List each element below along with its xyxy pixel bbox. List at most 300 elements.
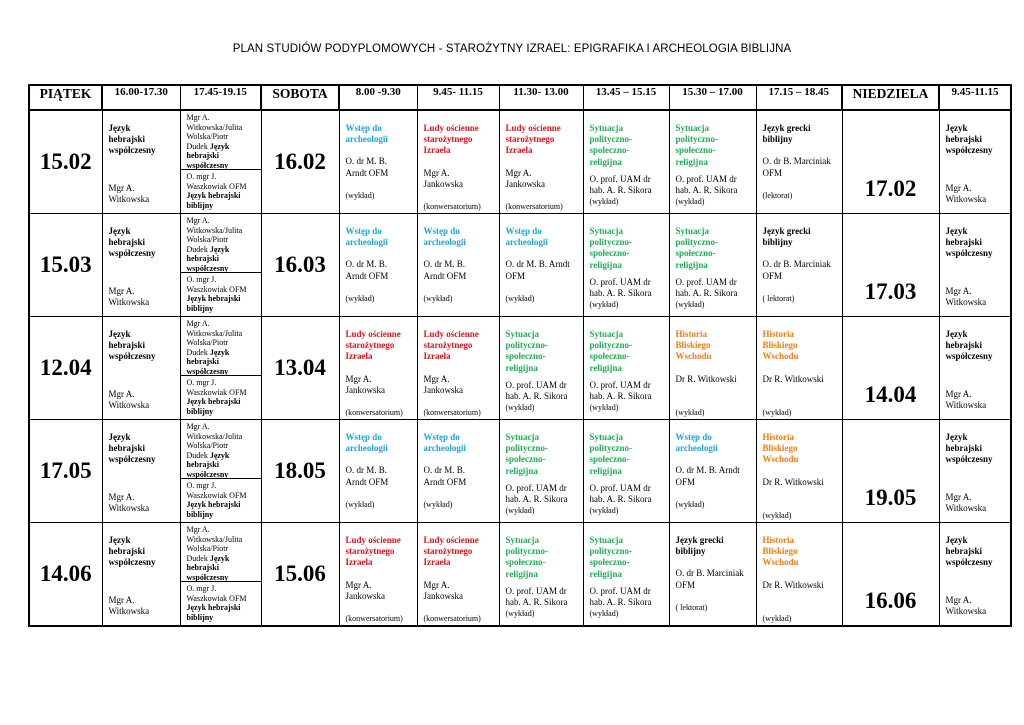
saturday-date: 13.04 [261,317,339,420]
subject-line: Izraela [423,351,451,362]
subject-line: Sytuacja [505,329,539,339]
split-top [181,317,261,376]
class-cell [417,214,499,317]
subject-line: Język [945,226,968,236]
class-cell [417,317,499,420]
split-cell [180,317,261,420]
class-cell [669,420,756,523]
split-line: Wolska/Piotr [186,132,229,142]
teacher-line: Mgr A. [423,373,450,384]
header-saturday: SOBOTA [261,85,339,110]
subject-line: religijna [505,465,538,476]
split-cell [180,110,261,214]
teacher-line: O. dr B. Marciniak [762,156,831,167]
subject-line: religijna [675,259,708,270]
hebrew-cell [939,420,1011,523]
subject-line: Historia [675,329,707,339]
saturday-date: 15.06 [261,523,339,627]
teacher-line: Mgr A. [108,182,135,193]
class-cell [339,523,417,627]
subject-line: Sytuacja [675,226,709,236]
teacher-line: O. dr M. B. [345,156,388,167]
class-cell [756,110,842,214]
class-type: ( lektorat) [762,293,795,303]
subject-line: Język grecki [675,535,724,545]
split-line: Wolska/Piotr [186,338,229,348]
class-cell [499,214,583,317]
split-line: Witkowska/Julita [186,431,243,441]
subject-line: Wstęp do [675,432,712,442]
teacher-line: Jankowska [505,178,545,189]
split-line: O. mgr J. [186,378,217,387]
subject-line: współczesny [108,454,156,465]
teacher-line: Mgr A. [345,579,372,590]
split-line: O. mgr J. [186,275,217,284]
split-bottom [181,582,261,622]
subject-line: Wschodu [762,351,799,362]
split-line: Język [209,244,230,254]
teacher-line: O. prof. UAM dr [505,482,567,493]
subject-line: Sytuacja [505,432,539,442]
subject-line: Język [108,535,131,545]
split-line: Wolska/Piotr [186,544,229,554]
subject-line: Wstęp do [423,226,460,236]
split-line: Język hebrajski [186,191,241,201]
split-line: Waszkowiak OFM [186,181,247,191]
subject-line: społeczno- [675,145,716,156]
class-cell [756,214,842,317]
subject-line: Język [108,123,131,133]
teacher-line: Witkowska [945,502,987,513]
teacher-line: O. prof. UAM dr [505,585,567,596]
subject-line: Ludy ościenne [423,535,479,545]
class-type: (wykład) [345,499,375,509]
subject-line: hebrajski [108,134,146,145]
split-line: Dudek [186,553,210,563]
subject-line: współczesny [945,454,993,465]
subject-line: Język grecki [762,226,811,236]
subject-line: hebrajski [945,237,983,248]
subject-line: polityczno- [589,237,632,248]
subject-line: społeczno- [505,557,546,568]
subject-line: Ludy ościenne [505,123,561,133]
split-line: Wolska/Piotr [186,441,229,451]
hebrew-cell [102,110,180,214]
teacher-line: Mgr A. [945,182,972,193]
header-row [29,85,1011,110]
subject-line: Język [945,329,968,339]
teacher-line: hab. A. R. Sikora [675,185,738,196]
header-time: 13.45 – 15.15 [583,85,669,110]
subject-line: starożytnego [423,134,473,145]
subject-line: Wstęp do [345,226,382,236]
class-cell [756,420,842,523]
table-row [29,110,1011,214]
sunday-date-text: 16.06 [864,588,917,613]
teacher-line: OFM [675,476,696,487]
header-time: 9.45-11.15 [939,85,1011,110]
teacher-line: Mgr A. [423,167,450,178]
teacher-line: O. dr M. B. Arndt [675,465,740,476]
split-bottom [181,170,261,210]
class-cell [583,214,669,317]
subject-line: hebrajski [108,443,146,454]
class-type: (wykład) [505,293,535,303]
class-cell [669,317,756,420]
saturday-date: 16.03 [261,214,339,317]
class-type: (konwersatorium) [423,614,481,624]
teacher-line: O. prof. UAM dr [589,173,651,184]
teacher-line: O. dr M. B. [345,465,388,476]
class-cell [499,110,583,214]
class-type: (wykład) [589,506,619,516]
split-line: Witkowska/Julita [186,328,243,338]
sunday-date [842,214,939,317]
split-line: współczesny [186,572,229,582]
class-type: (wykład) [762,407,792,417]
subject-line: Język [108,432,131,442]
class-cell [499,420,583,523]
split-line: Dudek [186,450,210,460]
teacher-line: Witkowska [108,399,150,410]
subject-line: Wschodu [762,557,799,568]
split-line: Dudek [186,244,210,254]
split-line: współczesny [186,469,229,479]
subject-line: Sytuacja [589,432,623,442]
teacher-line: Arndt OFM [345,167,389,178]
teacher-line: Mgr A. [108,594,135,605]
subject-line: hebrajski [108,546,146,557]
subject-line: starożytnego [345,340,395,351]
teacher-line: hab. A. R. Sikora [589,288,652,299]
class-type: (wykład) [675,499,705,509]
subject-line: Sytuacja [589,535,623,545]
subject-line: Sytuacja [589,329,623,339]
teacher-line: Jankowska [423,590,463,601]
subject-line: biblijny [762,237,793,248]
split-top [181,214,261,273]
class-cell [756,523,842,627]
subject-line: społeczno- [589,145,630,156]
split-line: Język hebrajski [186,294,241,304]
subject-line: hebrajski [945,134,983,145]
teacher-line: Witkowska [108,193,150,204]
subject-line: religijna [589,259,622,270]
subject-line: Sytuacja [589,226,623,236]
subject-line: starożytnego [423,546,473,557]
teacher-line: Jankowska [423,384,463,395]
subject-line: współczesny [945,248,993,259]
teacher-line: Mgr A. [945,388,972,399]
split-cell [180,420,261,523]
subject-line: współczesny [108,351,156,362]
subject-line: współczesny [108,557,156,568]
class-cell [499,523,583,627]
class-type: (wykład) [589,300,619,310]
table-row [29,523,1011,627]
sunday-date-text: 17.03 [864,279,917,304]
split-line: Waszkowiak OFM [186,284,247,294]
class-type: (konwersatorium) [423,202,481,212]
split-line: biblijny [186,612,214,622]
teacher-line: O. dr M. B. [423,259,466,270]
class-cell [583,523,669,627]
friday-date: 17.05 [29,420,102,523]
subject-line: Język [945,432,968,442]
split-line: Dudek [186,347,210,357]
subject-line: Historia [762,535,794,545]
split-cell [180,214,261,317]
teacher-line: Witkowska [945,296,987,307]
class-type: (wykład) [423,499,453,509]
teacher-line: O. prof. UAM dr [589,585,651,596]
class-cell [499,317,583,420]
class-type: (wykład) [505,403,535,413]
split-line: Witkowska/Julita [186,225,243,235]
subject-line: Sytuacja [505,535,539,545]
hebrew-cell [102,420,180,523]
class-type: ( lektorat) [675,602,708,612]
split-top [181,420,261,479]
class-cell [339,317,417,420]
teacher-line: Witkowska [945,605,987,616]
subject-line: hebrajski [108,340,146,351]
class-type: (konwersatorium) [423,408,481,418]
subject-line: archeologii [345,237,388,248]
hebrew-cell [102,214,180,317]
subject-line: hebrajski [945,340,983,351]
subject-line: Izraela [345,557,373,568]
teacher-line: Mgr A. [108,388,135,399]
class-cell [339,110,417,214]
subject-line: Bliskiego [762,443,798,454]
split-line: biblijny [186,303,214,313]
split-line: Język hebrajski [186,500,241,510]
header-friday: PIĄTEK [29,85,102,110]
split-line: Witkowska/Julita [186,534,243,544]
class-type: (wykład) [675,197,705,207]
header-time: 16.00-17.30 [102,85,180,110]
subject-line: polityczno- [589,443,632,454]
teacher-line: Witkowska [108,502,150,513]
subject-line: społeczno- [505,454,546,465]
sunday-date-text: 14.04 [864,382,917,407]
subject-line: Wstęp do [345,123,382,133]
subject-line: hebrajski [108,237,146,248]
subject-line: Historia [762,432,794,442]
split-bottom [181,273,261,313]
split-line: współczesny [186,366,229,376]
subject-line: archeologii [423,237,466,248]
teacher-line: O. prof. UAM dr [589,482,651,493]
teacher-line: O. prof. UAM dr [589,276,651,287]
split-cell [180,523,261,627]
subject-line: starożytnego [345,546,395,557]
subject-line: Bliskiego [762,340,798,351]
subject-line: Wstęp do [505,226,542,236]
subject-line: polityczno- [589,134,632,145]
split-line: Witkowska/Julita [186,122,243,132]
subject-line: polityczno- [675,237,718,248]
teacher-line: OFM [762,167,783,178]
class-type: (wykład) [675,300,705,310]
subject-line: polityczno- [589,546,632,557]
split-line: Waszkowiak OFM [186,490,247,500]
subject-line: Sytuacja [589,123,623,133]
header-sunday: NIEDZIELA [842,85,939,110]
teacher-line: Arndt OFM [423,270,467,281]
split-line: Mgr A. [186,216,210,225]
subject-line: społeczno- [505,351,546,362]
teacher-line: Dr R. Witkowski [762,579,824,590]
friday-date: 15.02 [29,110,102,214]
subject-line: biblijny [762,134,793,145]
subject-line: Izraela [505,145,533,156]
teacher-line: Mgr A. [505,167,532,178]
header-time: 15.30 – 17.00 [669,85,756,110]
teacher-line: Mgr A. [945,491,972,502]
subject-line: polityczno- [589,340,632,351]
subject-line: polityczno- [505,340,548,351]
teacher-line: O. dr M. B. Arndt [505,259,570,270]
saturday-date: 16.02 [261,110,339,214]
split-line: biblijny [186,200,214,210]
class-type: (wykład) [423,293,453,303]
subject-line: Ludy ościenne [345,329,401,339]
teacher-line: hab. A. R. Sikora [589,597,652,608]
hebrew-cell [939,214,1011,317]
class-cell [756,317,842,420]
subject-line: współczesny [945,145,993,156]
teacher-line: O. dr M. B. [345,259,388,270]
sunday-date [842,317,939,420]
subject-line: Język [108,226,131,236]
class-type: (wykład) [762,613,792,623]
split-line: Język [209,141,230,151]
saturday-date: 18.05 [261,420,339,523]
class-type: (wykład) [505,609,535,619]
class-type: (wykład) [589,609,619,619]
class-cell [339,420,417,523]
teacher-line: Dr R. Witkowski [675,373,737,384]
subject-line: hebrajski [945,443,983,454]
split-line: biblijny [186,509,214,519]
split-line: Wolska/Piotr [186,235,229,245]
teacher-line: O. prof. UAM dr [675,173,737,184]
subject-line: Język [945,535,968,545]
teacher-line: O. dr B. Marciniak [762,259,831,270]
table-row [29,420,1011,523]
class-cell [417,523,499,627]
class-type: (wykład) [589,403,619,413]
teacher-line: Jankowska [345,590,385,601]
split-top [181,111,261,170]
class-type: (wykład) [345,293,375,303]
teacher-line: Witkowska [945,399,987,410]
teacher-line: hab. A. R. Sikora [505,391,568,402]
split-line: hebrajski [186,563,219,573]
subject-line: polityczno- [505,443,548,454]
class-type: (konwersatorium) [345,614,403,624]
teacher-line: Witkowska [108,605,150,616]
friday-date: 12.04 [29,317,102,420]
teacher-line: hab. A. R. Sikora [589,185,652,196]
subject-line: religijna [589,362,622,373]
class-cell [583,110,669,214]
hebrew-cell [939,317,1011,420]
split-line: współczesny [186,160,229,170]
split-line: Język [209,553,230,563]
subject-line: religijna [589,156,622,167]
teacher-line: Arndt OFM [345,270,389,281]
class-cell [669,110,756,214]
class-type: (wykład) [589,197,619,207]
header-time: 9.45- 11.15 [417,85,499,110]
class-type: (wykład) [345,190,375,200]
hebrew-cell [102,523,180,627]
split-line: Mgr A. [186,525,210,534]
subject-line: religijna [589,465,622,476]
class-cell [669,214,756,317]
teacher-line: O. dr B. Marciniak [675,568,744,579]
teacher-line: Mgr A. [945,285,972,296]
split-line: Waszkowiak OFM [186,387,247,397]
subject-line: współczesny [108,248,156,259]
teacher-line: OFM [505,270,526,281]
split-bottom [181,479,261,519]
subject-line: polityczno- [505,546,548,557]
subject-line: społeczno- [589,557,630,568]
teacher-line: hab. A. R. Sikora [505,494,568,505]
subject-line: Bliskiego [762,546,798,557]
teacher-line: Mgr A. [108,491,135,502]
subject-line: archeologii [423,443,466,454]
teacher-line: Arndt OFM [345,476,389,487]
split-line: hebrajski [186,460,219,470]
split-line: Język [209,347,230,357]
split-line: hebrajski [186,357,219,367]
table-row [29,317,1011,420]
subject-line: religijna [505,362,538,373]
friday-date: 15.03 [29,214,102,317]
subject-line: Ludy ościenne [345,535,401,545]
class-cell [417,420,499,523]
teacher-line: OFM [762,270,783,281]
subject-line: religijna [589,568,622,579]
subject-line: archeologii [345,134,388,145]
subject-line: Ludy ościenne [423,329,479,339]
subject-line: Ludy ościenne [423,123,479,133]
subject-line: Bliskiego [675,340,711,351]
teacher-line: Witkowska [108,296,150,307]
friday-date: 14.06 [29,523,102,627]
subject-line: archeologii [345,443,388,454]
split-line: Język [209,450,230,460]
subject-line: Wschodu [762,454,799,465]
class-type: (wykład) [505,506,535,516]
subject-line: Izraela [423,145,451,156]
class-cell [583,317,669,420]
teacher-line: hab. A. R. Sikora [589,391,652,402]
class-type: (lektorat) [762,190,793,200]
subject-line: współczesny [945,557,993,568]
teacher-line: Jankowska [423,178,463,189]
teacher-line: Mgr A. [108,285,135,296]
schedule-table [28,84,1012,627]
subject-line: Izraela [345,351,373,362]
teacher-line: Dr R. Witkowski [762,476,824,487]
sunday-date [842,523,939,627]
